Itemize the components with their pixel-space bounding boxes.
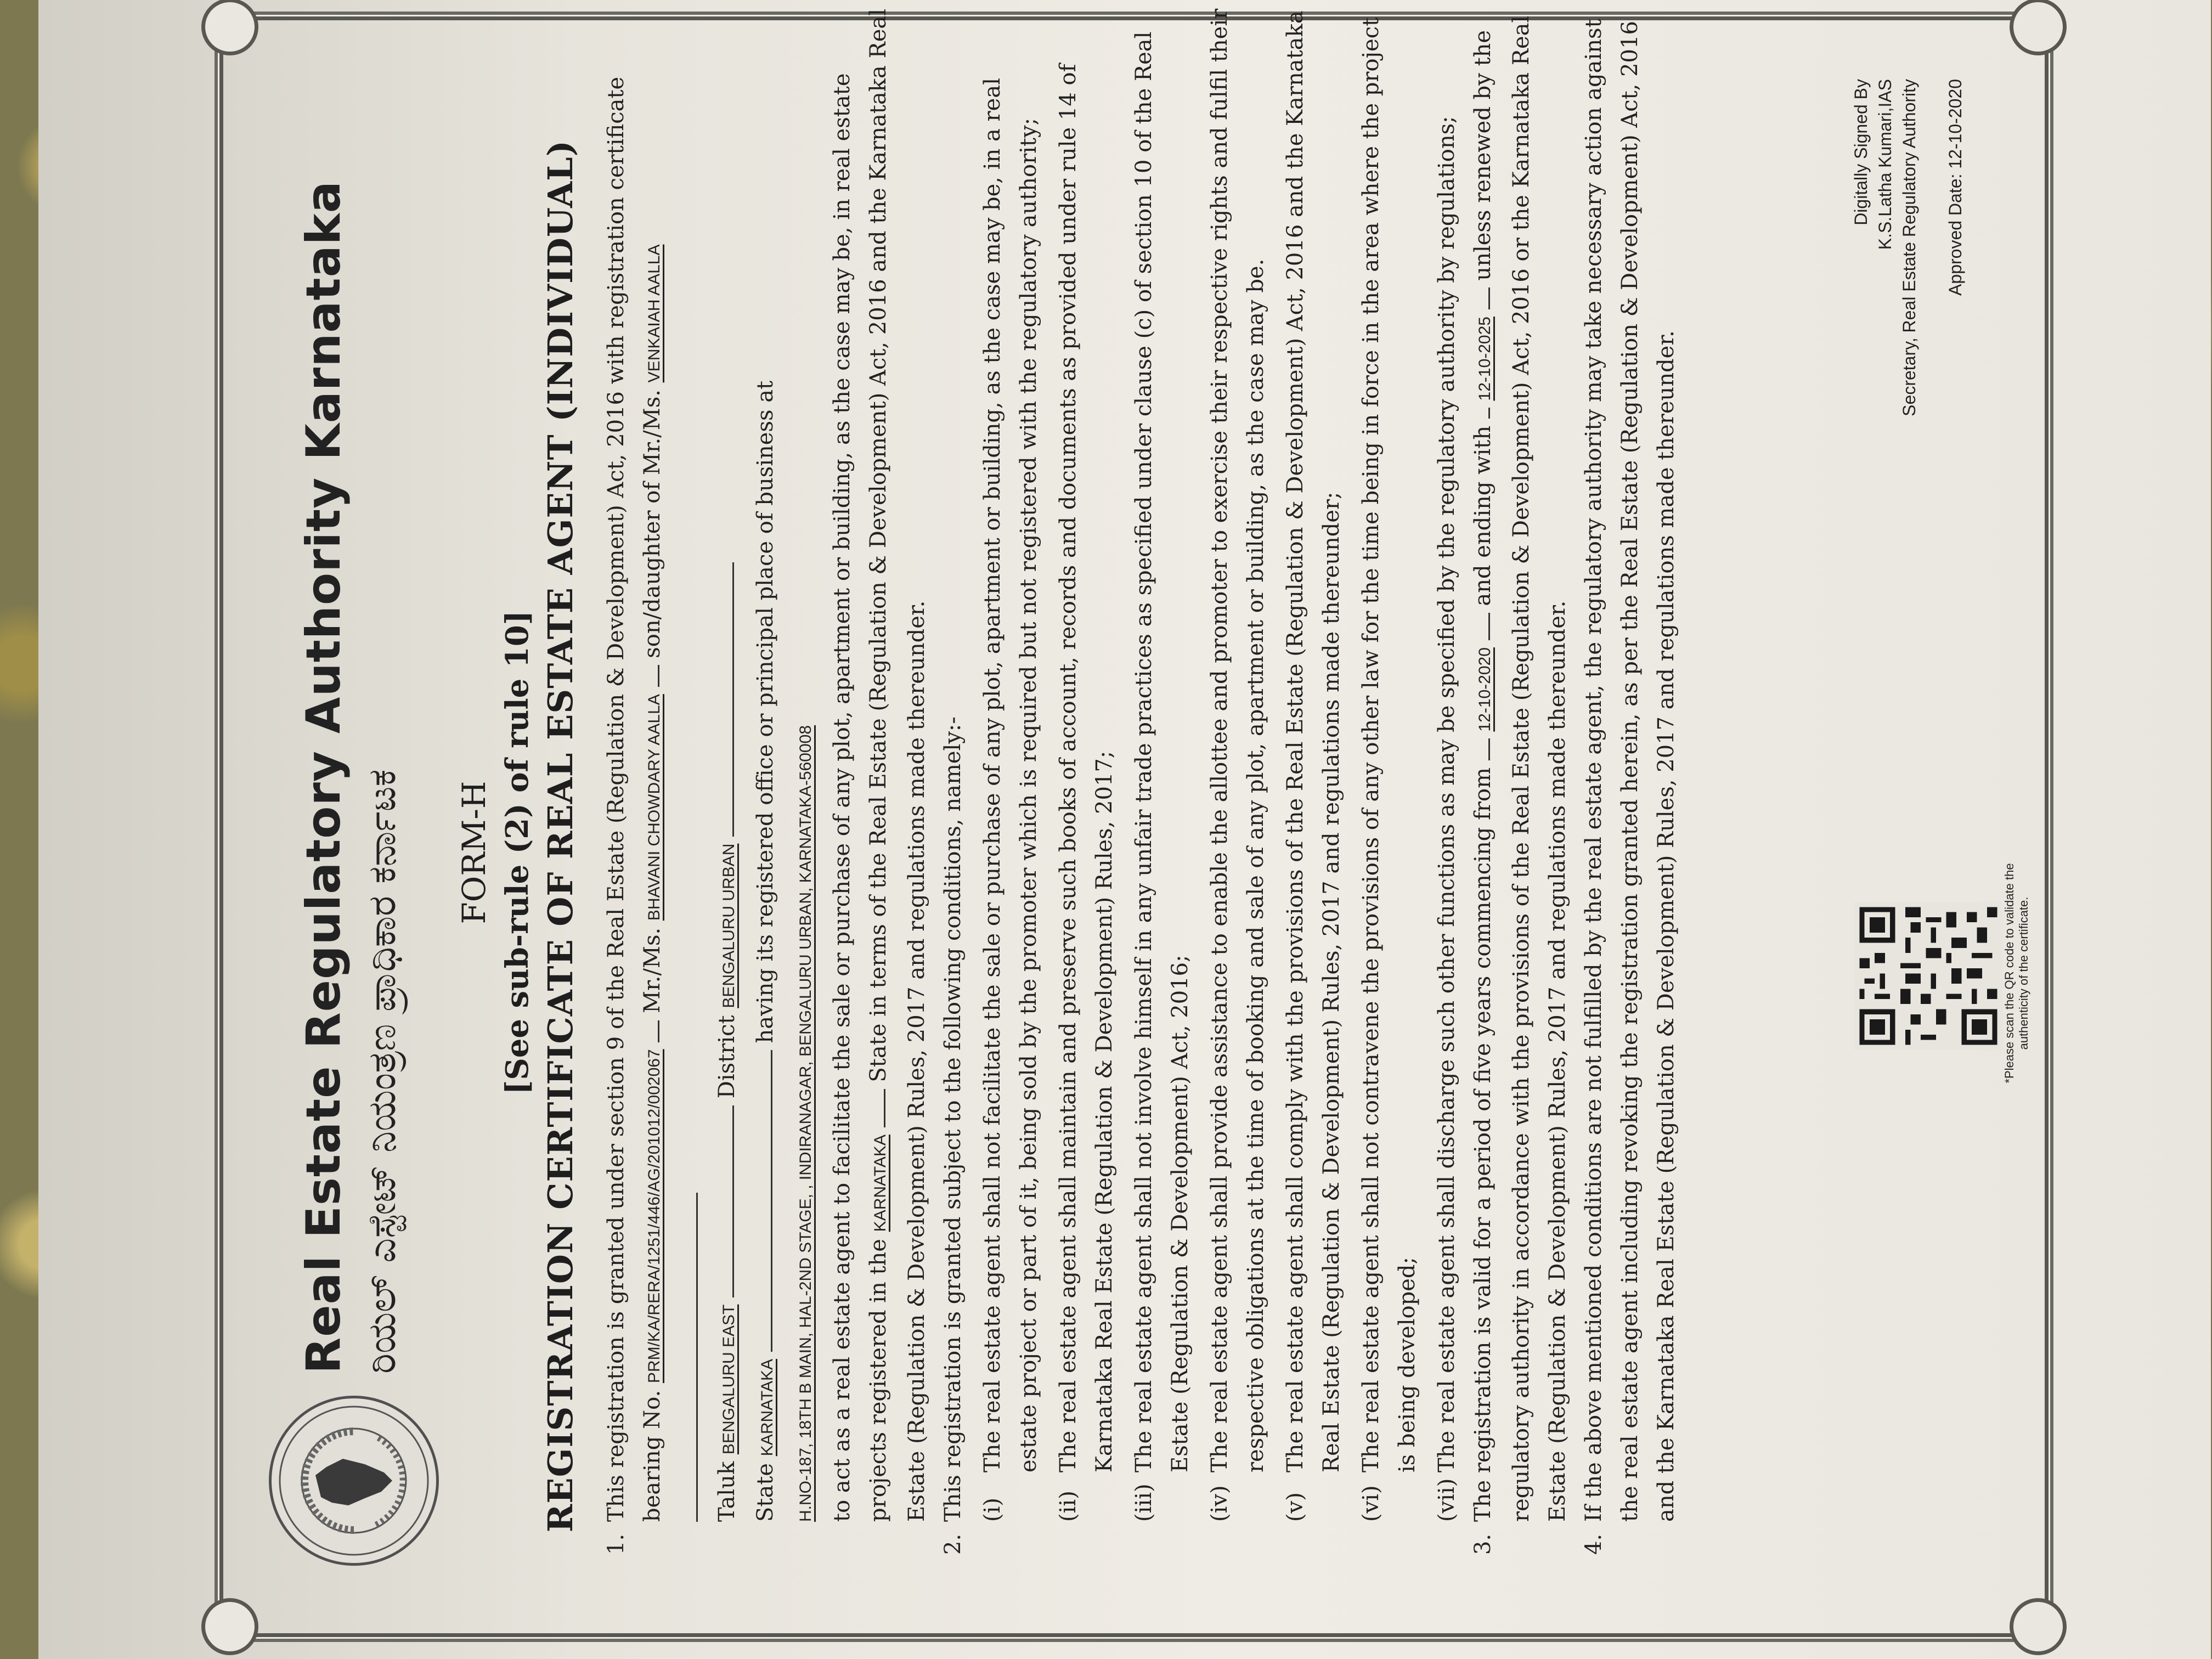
qr-validation-note: *Please scan the QR code to validate the authenticity of the certificate. — [2002, 863, 2030, 1084]
qr-code[interactable] — [1854, 902, 2002, 1050]
paragraph-number: 1. — [603, 1533, 629, 1555]
condition-item — [1277, 8, 1350, 1555]
fill-blank — [710, 562, 734, 837]
signatory-name: K.S.Latha Kumari,IAS — [1875, 79, 1895, 250]
condition-item — [1429, 8, 1465, 1555]
valid-to-date: 12-10-2025 — [1476, 317, 1494, 401]
paragraph-number: 3. — [1470, 1533, 1496, 1555]
certificate-title: REGISTRATION CERTIFICATE OF REAL ESTATE AGENT (INDIVIDUAL) — [540, 139, 580, 1533]
paragraph-3 — [1465, 8, 1576, 1555]
paragraph-number: 4. — [1581, 1533, 1606, 1555]
certificate-body — [598, 8, 1684, 1555]
paragraph-text: The registration is valid for a period of five years commencing from — [1470, 767, 1496, 1522]
border-corner — [2010, 0, 2067, 55]
registration-number: PRM/KA/RERA/1251/446/AG/201012/002067 — [645, 1049, 663, 1384]
parent-name: VENKAIAH AALLA — [645, 244, 663, 383]
fill-blank — [862, 1089, 885, 1127]
fill-blank — [636, 665, 659, 687]
authority-title-kannada: ರಿಯಲ್ ಎಸ್ಟೇಟ್ ನಿಯಂತ್ರಣ ಪ್ರಾಧಿಕಾರ ಕರ್ನಾಟಕ — [359, 769, 404, 1374]
state-value: KARNATAKA — [758, 1358, 776, 1457]
approved-date: Approved Date: 12-10-2020 — [1945, 79, 1965, 296]
paragraph-text: If the above mentioned conditions are not fulfilled by the real estate agent, the regulatory authority may take necessary action against the real estate agent including revoking the registration granted herein, as per the Real Estate (Regulation & Development) Act, 2016 and the Karnataka Real Estate (Regulation & Development) Rules, 2017 and regulations made thereunder. — [1581, 19, 1679, 1522]
condition-text: The real estate agent shall provide assistance to enable the allottee and promoter to exercise their respective rights and fulfil their respective obligations at the time of booking and sale of any plot, apartment or building, as the case may be. — [1207, 8, 1268, 1472]
label-taluk: Taluk — [714, 1461, 740, 1522]
authority-title: Real Estate Regulatory Authority Karnataka — [296, 180, 351, 1374]
certificate-page — [38, 0, 2211, 1659]
paragraph-4 — [1576, 8, 1684, 1555]
label-district: District — [714, 1015, 740, 1099]
condition-item — [974, 8, 1047, 1555]
condition-text: The real estate agent shall not facilitate the sale or purchase of any plot, apartment or building, as the case may be, in a real estate project or part of it, being sold by the promoter which is required but not registered with the regulatory authority; — [980, 78, 1041, 1472]
condition-text: The real estate agent shall maintain and preserve such books of account, records and documents as provided under rule 14 of Karnataka Real Estate (Regulation & Development) Rules, 2017; — [1056, 64, 1117, 1472]
district-value: BENGALURU URBAN — [720, 843, 738, 1008]
border-corner — [201, 1598, 258, 1655]
paragraph-text: This registration is granted under section 9 of the Real Estate (Regulation & Development) Act, 2016 with registration certificate bearing No. — [603, 76, 665, 1522]
condition-text: The real estate agent shall discharge such other functions as may be specified by the regulatory authority by regulations; — [1434, 116, 1459, 1472]
border-corner — [201, 0, 258, 55]
paragraph-number: 2. — [940, 1533, 966, 1555]
condition-number: (iv) — [1207, 1485, 1232, 1522]
certificate-paper — [38, 0, 2211, 1659]
condition-item — [1050, 8, 1122, 1555]
condition-number: (iii) — [1131, 1483, 1156, 1522]
paragraph-text: This registration is granted subject to the following conditions, namely:- — [940, 716, 966, 1522]
rera-seal-logo — [269, 1396, 439, 1566]
registered-state: KARNATAKA — [871, 1135, 889, 1232]
fill-blank — [1466, 408, 1490, 419]
paragraph-text: Mr./Ms. — [640, 927, 665, 1013]
condition-item — [1201, 8, 1274, 1555]
signature-line: Digitally Signed By — [1851, 79, 1871, 225]
paragraph-text: son/daughter of Mr./Ms. — [640, 390, 665, 658]
agent-name: BHAVANI CHOWDARY AALLA — [645, 694, 663, 921]
signature-block — [1849, 79, 1967, 562]
condition-number: (v) — [1283, 1492, 1308, 1522]
address-value: H.NO-187, 18TH B MAIN, HAL-2ND STAGE, , INDIRANAGAR, BENGALURU URBAN, KARNATAKA-560008 — [797, 725, 815, 1522]
condition-number: (i) — [980, 1497, 1005, 1522]
condition-number: (ii) — [1056, 1491, 1081, 1522]
paragraph-text: unless renewed by the regulatory authority in accordance with the provisions of the Real Estate (Regulation & Development) Act, 2016 or the Karnataka Real Estate (Regulation & Development) Rules, 2017 and regulations made thereunder. — [1470, 15, 1570, 1522]
paragraph-1 — [598, 8, 935, 1555]
fill-blank — [636, 1020, 659, 1042]
valid-from-date: 12-10-2020 — [1476, 647, 1494, 732]
fill-blank — [710, 1105, 734, 1297]
signatory-title: Secretary, Real Estate Regulatory Authority — [1899, 79, 1919, 416]
condition-text: The real estate agent shall not involve himself in any unfair trade practices as specified under clause (c) of section 10 of the Real Estate (Regulation & Development) Act, 2016; — [1131, 31, 1193, 1472]
condition-text: The real estate agent shall comply with the provisions of the Real Estate (Regulation & Development) Act, 2016 and the Karnataka Real Estate (Regulation & Development) Rules, 2017 and regulations made thereunder; — [1283, 10, 1344, 1472]
paragraph-text: State in terms of the Real Estate (Regulation & Development) Act, 2016 and the Karnataka Real Estate (Regulation & Development) Rules, 2017 and regulations made thereunder. — [866, 8, 929, 1522]
label-state: State — [753, 1463, 778, 1522]
condition-item — [1353, 8, 1425, 1555]
fill-blank — [1466, 287, 1490, 309]
fill-blank — [1466, 738, 1490, 760]
condition-number: (vi) — [1358, 1485, 1384, 1522]
taluk-value: BENGALURU EAST — [720, 1304, 738, 1455]
condition-number: (vii) — [1434, 1478, 1459, 1522]
fill-blank — [749, 1050, 772, 1352]
paragraph-text: to act as a real estate agent to facilitate the sale or purchase of any plot, apartment or building, as the case may be, in real estate projects registered in the — [830, 73, 891, 1522]
paragraph-2 — [935, 8, 971, 1555]
paragraph-text: and ending with — [1470, 425, 1496, 606]
fill-blank — [674, 1193, 698, 1522]
condition-text: The real estate agent shall not contravene the provisions of any other law for the time being in force in the area where the project is being developed; — [1358, 17, 1420, 1472]
condition-item — [1126, 8, 1198, 1555]
fill-blank — [1466, 613, 1490, 640]
form-title: FORM-H — [455, 781, 493, 924]
rule-reference: [See sub-rule (2) of rule 10] — [499, 610, 535, 1095]
paragraph-text: having its registered office or principal place of business at — [753, 380, 778, 1043]
border-corner — [2010, 1598, 2067, 1655]
